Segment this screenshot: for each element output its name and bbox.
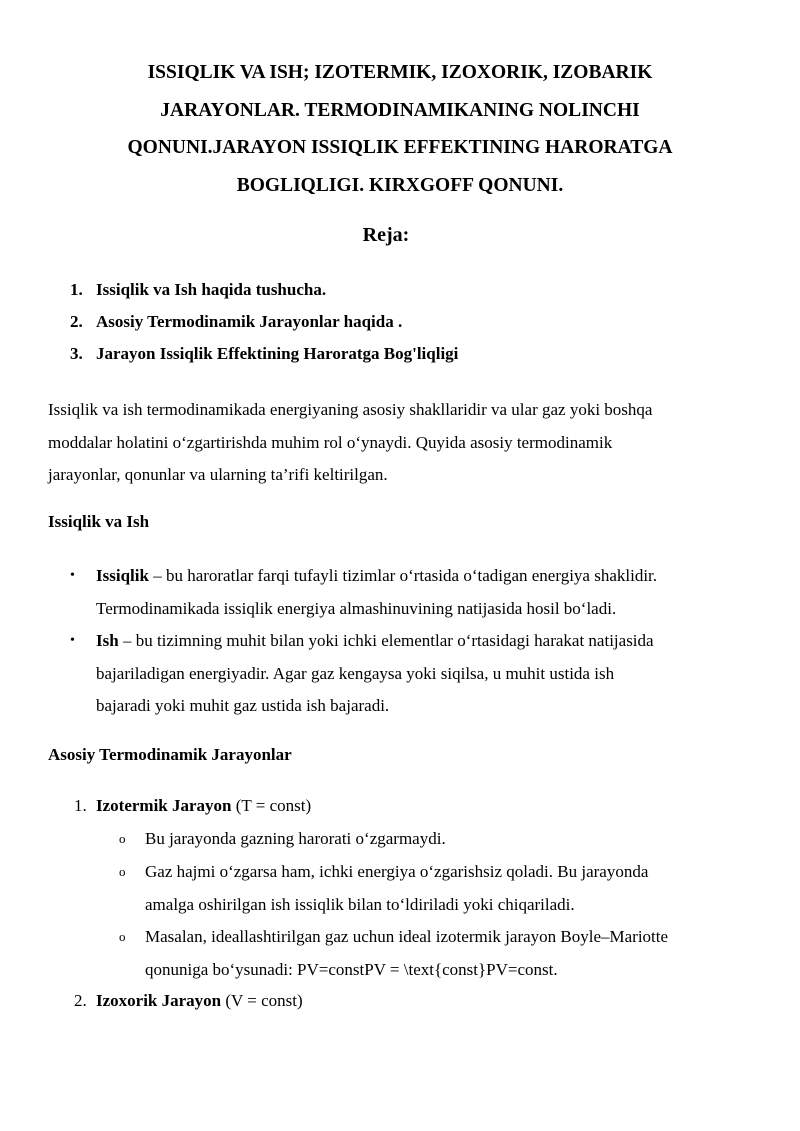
bullet-text: bajaradi yoki muhit gaz ustida ish bajaradi.	[96, 696, 390, 715]
section-heading-termodinamik-jarayonlar: Asosiy Termodinamik Jarayonlar	[48, 745, 292, 764]
sub-item-text: qonuniga bo‘ysunadi: PV=constPV = \text{const}PV=const.	[145, 959, 558, 979]
plan-item-text: Issiqlik va Ish haqida tushucha.	[96, 280, 327, 299]
bullet-text: – bu tizimning muhit bilan yoki ichki elementlar o‘rtasidagi harakat natijasida	[118, 631, 654, 650]
plan-item-text: Asosiy Termodinamik Jarayonlar haqida .	[96, 312, 403, 331]
bullet-term: Issiqlik	[96, 566, 149, 585]
process-number: 1.	[74, 796, 87, 815]
plan-item	[0, 344, 760, 374]
title-line: JARAYONLAR. TERMODINAMIKANING NOLINCHI	[160, 99, 640, 121]
plan-item-number: 1.	[70, 280, 83, 299]
process-condition: (T = const)	[231, 796, 312, 815]
sub-item-text: amalga oshirilgan ish issiqlik bilan to‘ldiriladi yoki chiqariladi.	[145, 894, 575, 914]
sub-item-text: Bu jarayonda gazning harorati o‘zgarmaydi.	[145, 829, 446, 848]
section-heading-issiqlik-va-ish: Issiqlik va Ish	[48, 512, 150, 531]
bullet-marker: •	[70, 633, 75, 648]
bullet-term: Ish	[96, 631, 119, 650]
sub-item-marker: o	[119, 864, 126, 879]
process-name: Izotermik Jarayon	[96, 796, 232, 815]
sub-item-text: Masalan, ideallashtirilgan gaz uchun ideal izotermik jarayon Boyle–Mariotte	[145, 927, 669, 946]
plan-item	[0, 312, 760, 342]
plan-item-text: Jarayon Issiqlik Effektining Haroratga Bog'liqligi	[96, 344, 459, 363]
process-condition: (V = const)	[221, 991, 303, 1010]
bullet-text: – bu haroratlar farqi tufayli tizimlar o‘rtasida o‘tadigan energiya shaklidir.	[148, 566, 658, 585]
process-name: Izoxorik Jarayon	[96, 991, 222, 1010]
intro-paragraph	[48, 394, 748, 492]
bullet-text: Termodinamikada issiqlik energiya almashinuvining natijasida hosil bo‘ladi.	[96, 598, 617, 618]
intro-line: jarayonlar, qonunlar va ularning ta’rifi keltirilgan.	[48, 465, 388, 484]
plan-item	[0, 280, 760, 310]
bullet-marker: •	[70, 568, 75, 583]
plan-item-number: 3.	[70, 344, 83, 363]
sub-item-marker: o	[119, 831, 126, 846]
title-line: QONUNI.JARAYON ISSIQLIK EFFEKTINING HARORATGA	[127, 137, 673, 158]
process-number: 2.	[74, 991, 87, 1010]
title-line: ISSIQLIK VA ISH; IZOTERMIK, IZOXORIK, IZOBARIK	[147, 62, 653, 83]
plan-heading: Reja:	[362, 224, 410, 246]
intro-line: Issiqlik va ish termodinamikada energiyaning asosiy shakllaridir va ular gaz yoki boshqa	[48, 400, 653, 419]
bullet-text: bajariladigan energiyadir. Agar gaz kengaysa yoki siqilsa, u muhit ustida ish	[96, 663, 615, 683]
sub-item-marker: o	[119, 929, 126, 944]
title-line: BOGLIQLIGI. KIRXGOFF QONUNI.	[236, 174, 564, 196]
document-title	[60, 54, 740, 204]
plan-item-number: 2.	[70, 312, 83, 331]
intro-line: moddalar holatini o‘zgartirishda muhim rol o‘ynaydi. Quyida asosiy termodinamik	[48, 432, 613, 452]
sub-item-text: Gaz hajmi o‘zgarsa ham, ichki energiya o‘zgarishsiz qoladi. Bu jarayonda	[145, 862, 649, 881]
